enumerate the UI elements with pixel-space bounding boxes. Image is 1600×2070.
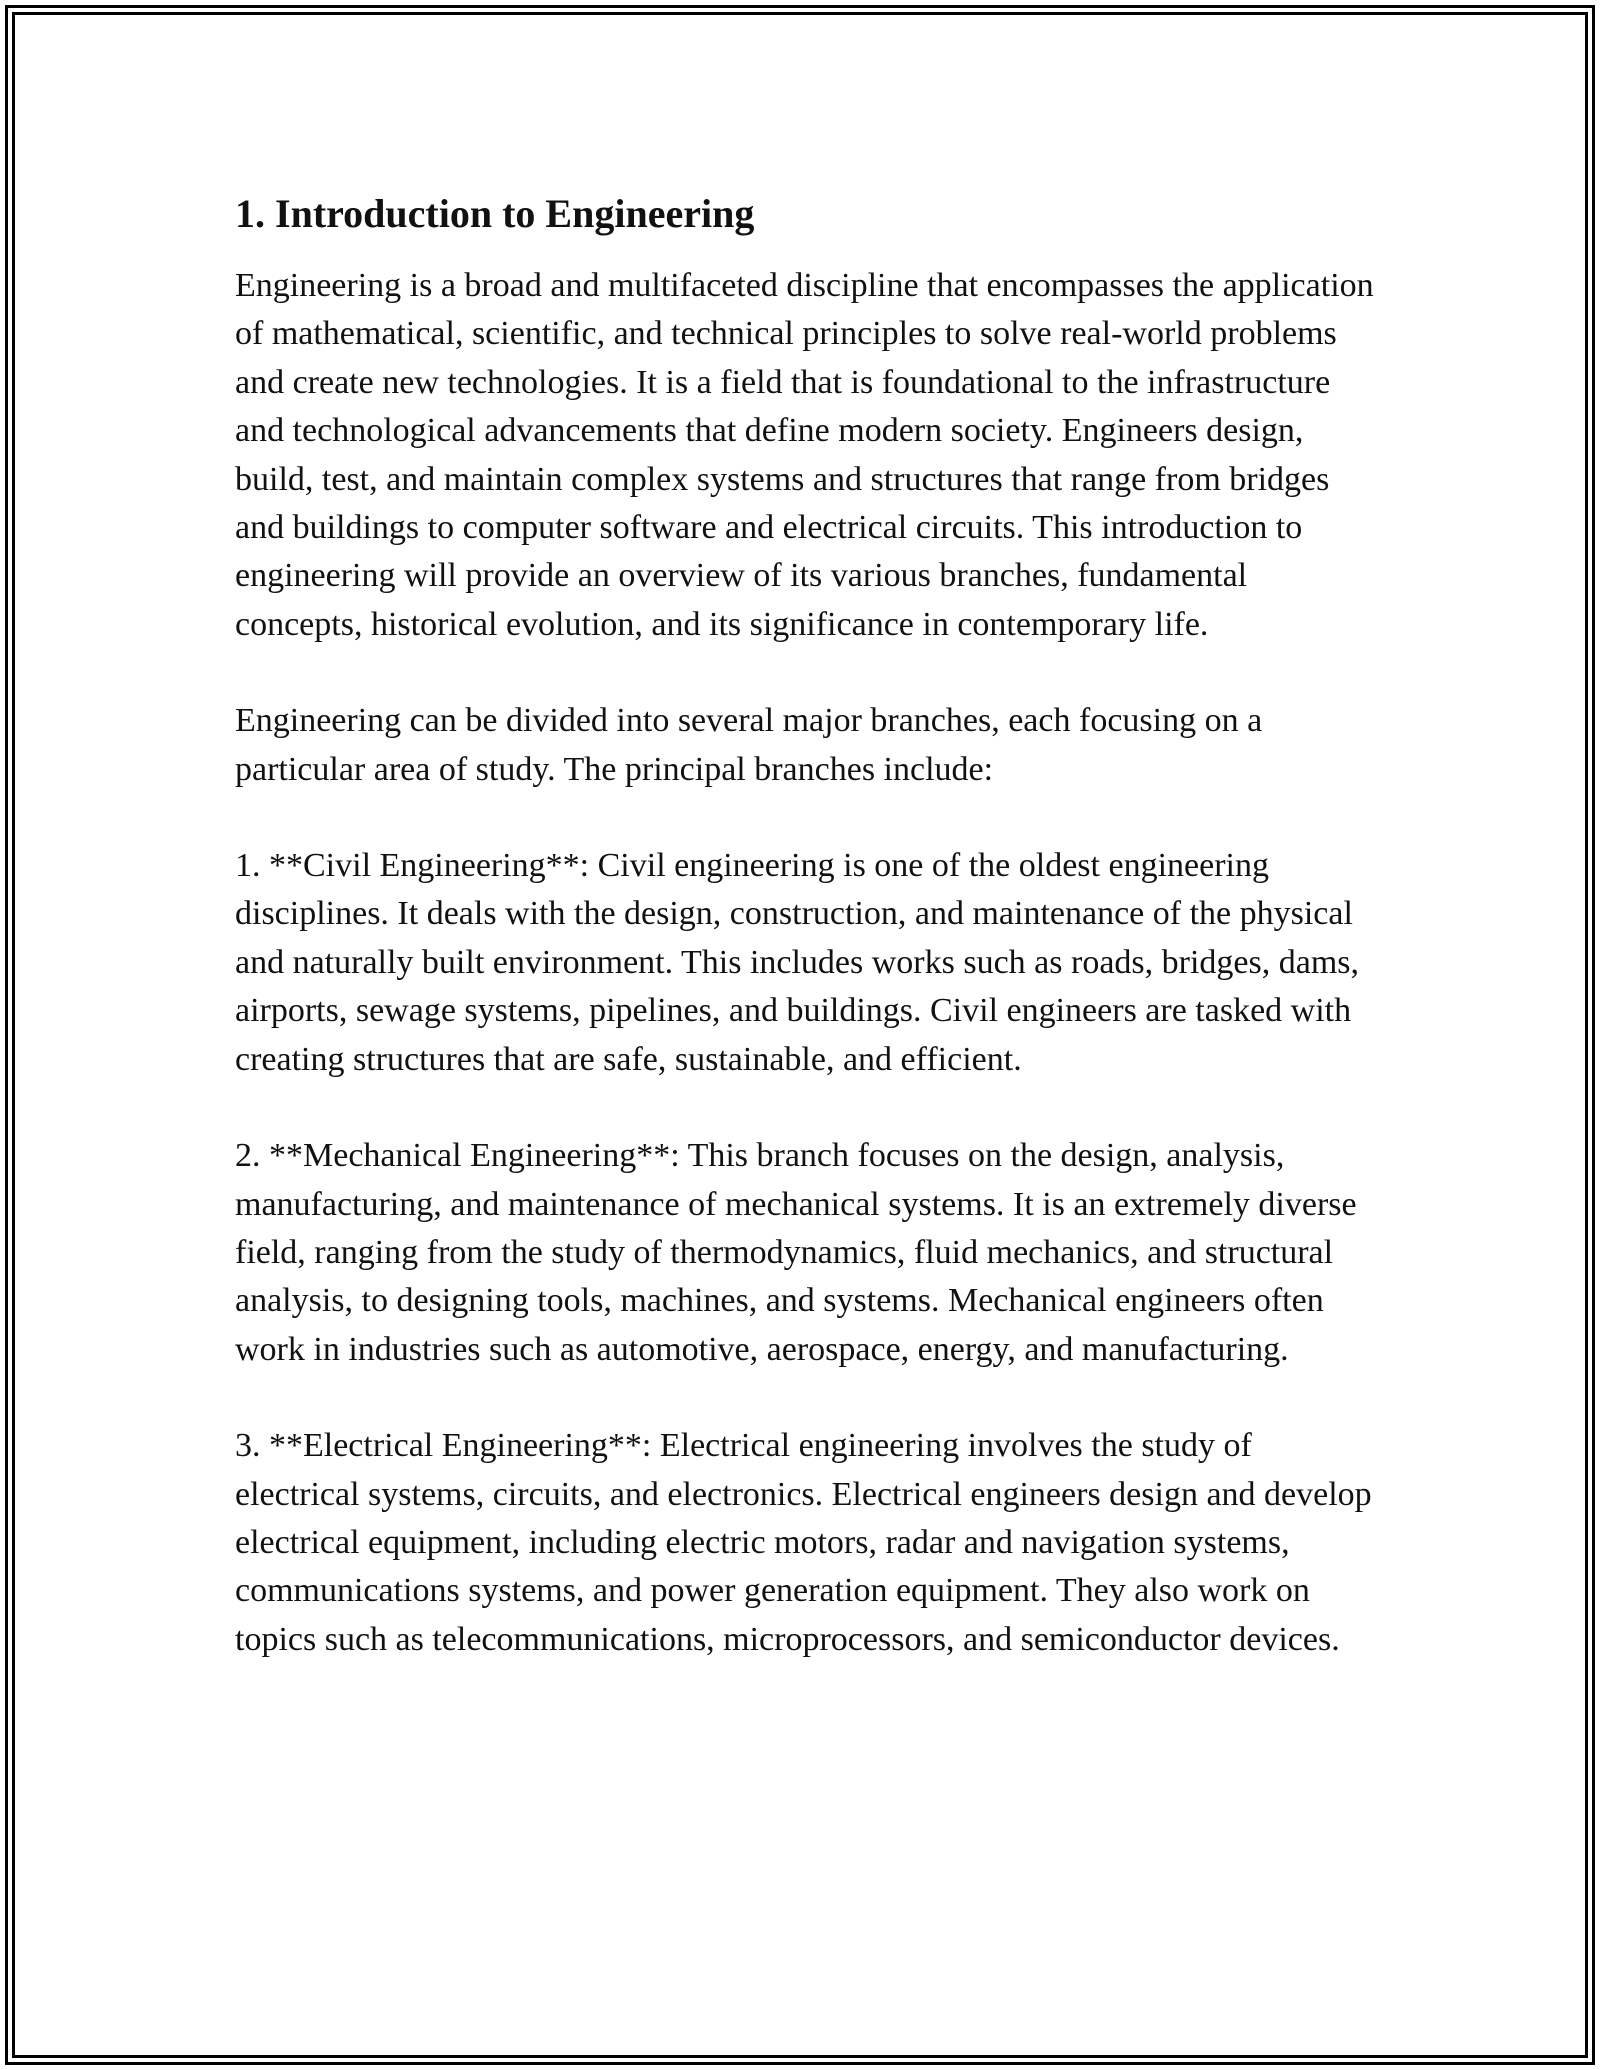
document-body (235, 186, 1375, 1712)
civil-engineering-paragraph: 1. **Civil Engineering**: Civil engineering is one of the oldest engineering disciplines. It deals with the design, construction, and maintenance of the physical and naturally built environment. This includes works such as roads, bridges, dams, airports, sewage systems, pipelines, and buildings. Civil engineers are tasked with creating structures that are safe, sustainable, and efficient. (235, 847, 1360, 1078)
section-heading: 1. Introduction to Engineering (235, 191, 755, 236)
electrical-engineering-paragraph: 3. **Electrical Engineering**: Electrical engineering involves the study of electrical systems, circuits, and electronics. Electrical engineers design and develop electrical equipment, including electric motors, radar and navigation systems, communications systems, and power generation equipment. They also work on topics such as telecommunications, microprocessors, and semiconductor devices. (235, 1427, 1372, 1658)
intro-paragraph: Engineering is a broad and multifaceted discipline that encompasses the application of mathematical, scientific, and technical principles to solve real-world problems and create new technologies. It is a field that is foundational to the infrastructure and technological advancements that define modern society. Engineers design, build, test, and maintain complex systems and structures that range from bridges and buildings to computer software and electrical circuits. This introduction to engineering will provide an overview of its various branches, fundamental concepts, historical evolution, and its significance in contemporary life. (235, 267, 1374, 643)
mechanical-engineering-paragraph: 2. **Mechanical Engineering**: This branch focuses on the design, analysis, manufacturing, and maintenance of mechanical systems. It is an extremely diverse field, ranging from the study of thermodynamics, fluid mechanics, and structural analysis, to designing tools, machines, and systems. Mechanical engineers often work in industries such as automotive, aerospace, energy, and manufacturing. (235, 1137, 1357, 1368)
branches-intro-paragraph: Engineering can be divided into several major branches, each focusing on a particular area of study. The principal branches include: (235, 702, 1263, 788)
